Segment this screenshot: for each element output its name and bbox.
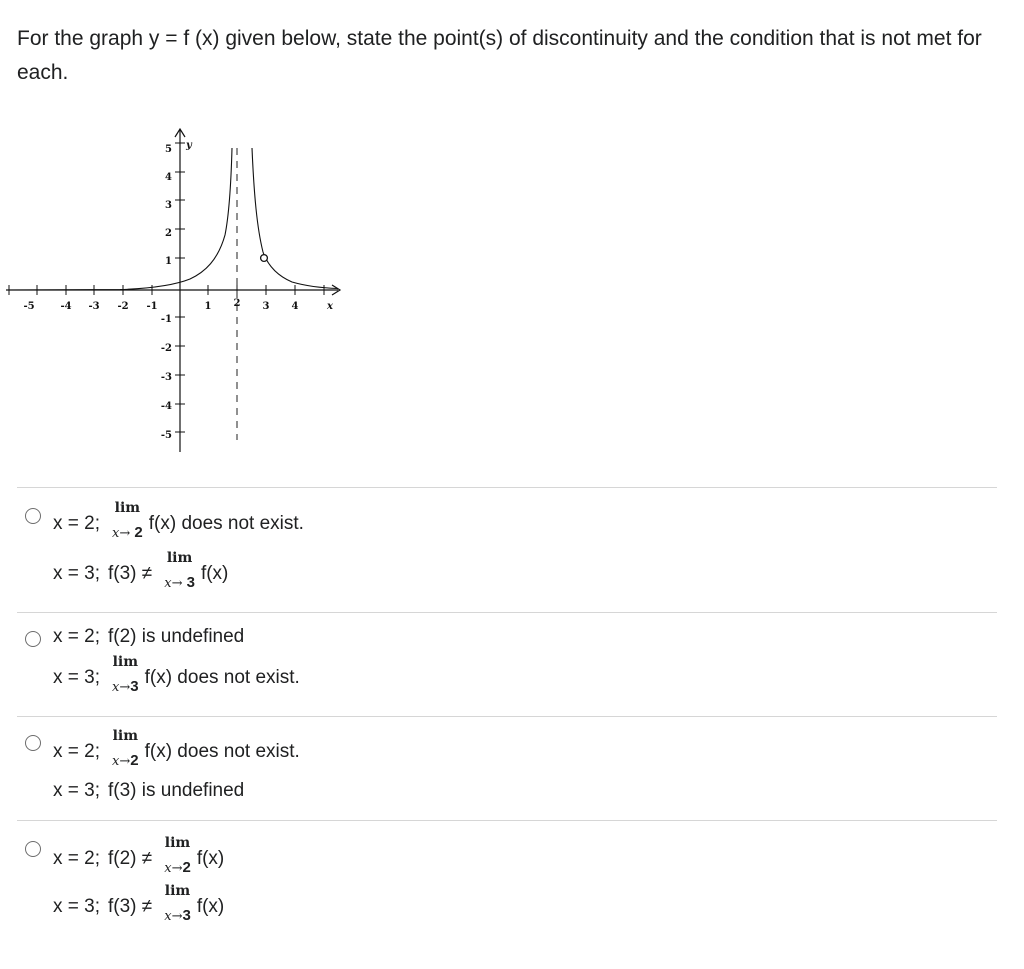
- open-circle-point: [261, 255, 268, 262]
- x-tick-label: -4: [60, 301, 72, 312]
- limit-notation: lim x→ 3: [164, 550, 195, 591]
- option-2-line-1: x = 2; f(2) is undefined: [53, 626, 245, 647]
- divider: [17, 612, 997, 613]
- x-tick-label: 1: [204, 301, 212, 312]
- limit-notation: lim x→ 2: [112, 500, 143, 541]
- function-graph: [0, 120, 360, 460]
- option-1-line-2: x = 3; f(3) ≠ lim x→ 3 f(x): [53, 550, 229, 591]
- limit-notation: lim x→2: [164, 835, 191, 876]
- y-tick-label: 1: [165, 256, 172, 267]
- y-tick-label: -3: [160, 372, 172, 383]
- option-4-line-2: x = 3; f(3) ≠ lim x→3 f(x): [53, 883, 225, 924]
- answer-option-1-radio[interactable]: [25, 508, 41, 524]
- x-tick-label: 2: [233, 298, 241, 309]
- x-tick-label: -5: [23, 301, 35, 312]
- y-tick-label: -5: [160, 430, 172, 441]
- y-tick-label: 2: [165, 228, 172, 239]
- y-tick-label: 3: [165, 200, 172, 211]
- option-1-line-1: x = 2; lim x→ 2 f(x) does not exist.: [53, 500, 304, 541]
- option-4-line-1: x = 2; f(2) ≠ lim x→2 f(x): [53, 835, 225, 876]
- x-tick-label: -2: [117, 301, 129, 312]
- option-3-line-2: x = 3; f(3) is undefined: [53, 780, 245, 801]
- question-text: For the graph y = f (x) given below, state the point(s) of discontinuity and the condition that is not met for each.: [17, 27, 982, 84]
- y-tick-label: 4: [165, 172, 172, 183]
- x-tick-label: -3: [88, 301, 100, 312]
- x-tick-label: 4: [291, 301, 299, 312]
- y-axis-label: y: [186, 140, 192, 151]
- y-tick-label: -1: [160, 314, 172, 325]
- limit-notation: lim x→3: [112, 654, 139, 695]
- x-tick-label: 3: [262, 301, 270, 312]
- answer-option-2-radio[interactable]: [25, 631, 41, 647]
- divider: [17, 716, 997, 717]
- x-tick-label: -1: [146, 301, 158, 312]
- y-tick-label: -2: [160, 343, 172, 354]
- curve-left: [6, 148, 232, 290]
- limit-notation: lim x→3: [164, 883, 191, 924]
- answer-option-4-radio[interactable]: [25, 841, 41, 857]
- curve-right: [252, 148, 338, 289]
- option-3-line-1: x = 2; lim x→2 f(x) does not exist.: [53, 728, 300, 769]
- y-tick-label: -4: [160, 401, 172, 412]
- divider: [17, 820, 997, 821]
- limit-notation: lim x→2: [112, 728, 139, 769]
- x-axis-label: x: [327, 301, 333, 312]
- y-tick-label: 5: [165, 144, 172, 155]
- divider: [17, 487, 997, 488]
- answer-option-3-radio[interactable]: [25, 735, 41, 751]
- option-2-line-2: x = 3; lim x→3 f(x) does not exist.: [53, 654, 300, 695]
